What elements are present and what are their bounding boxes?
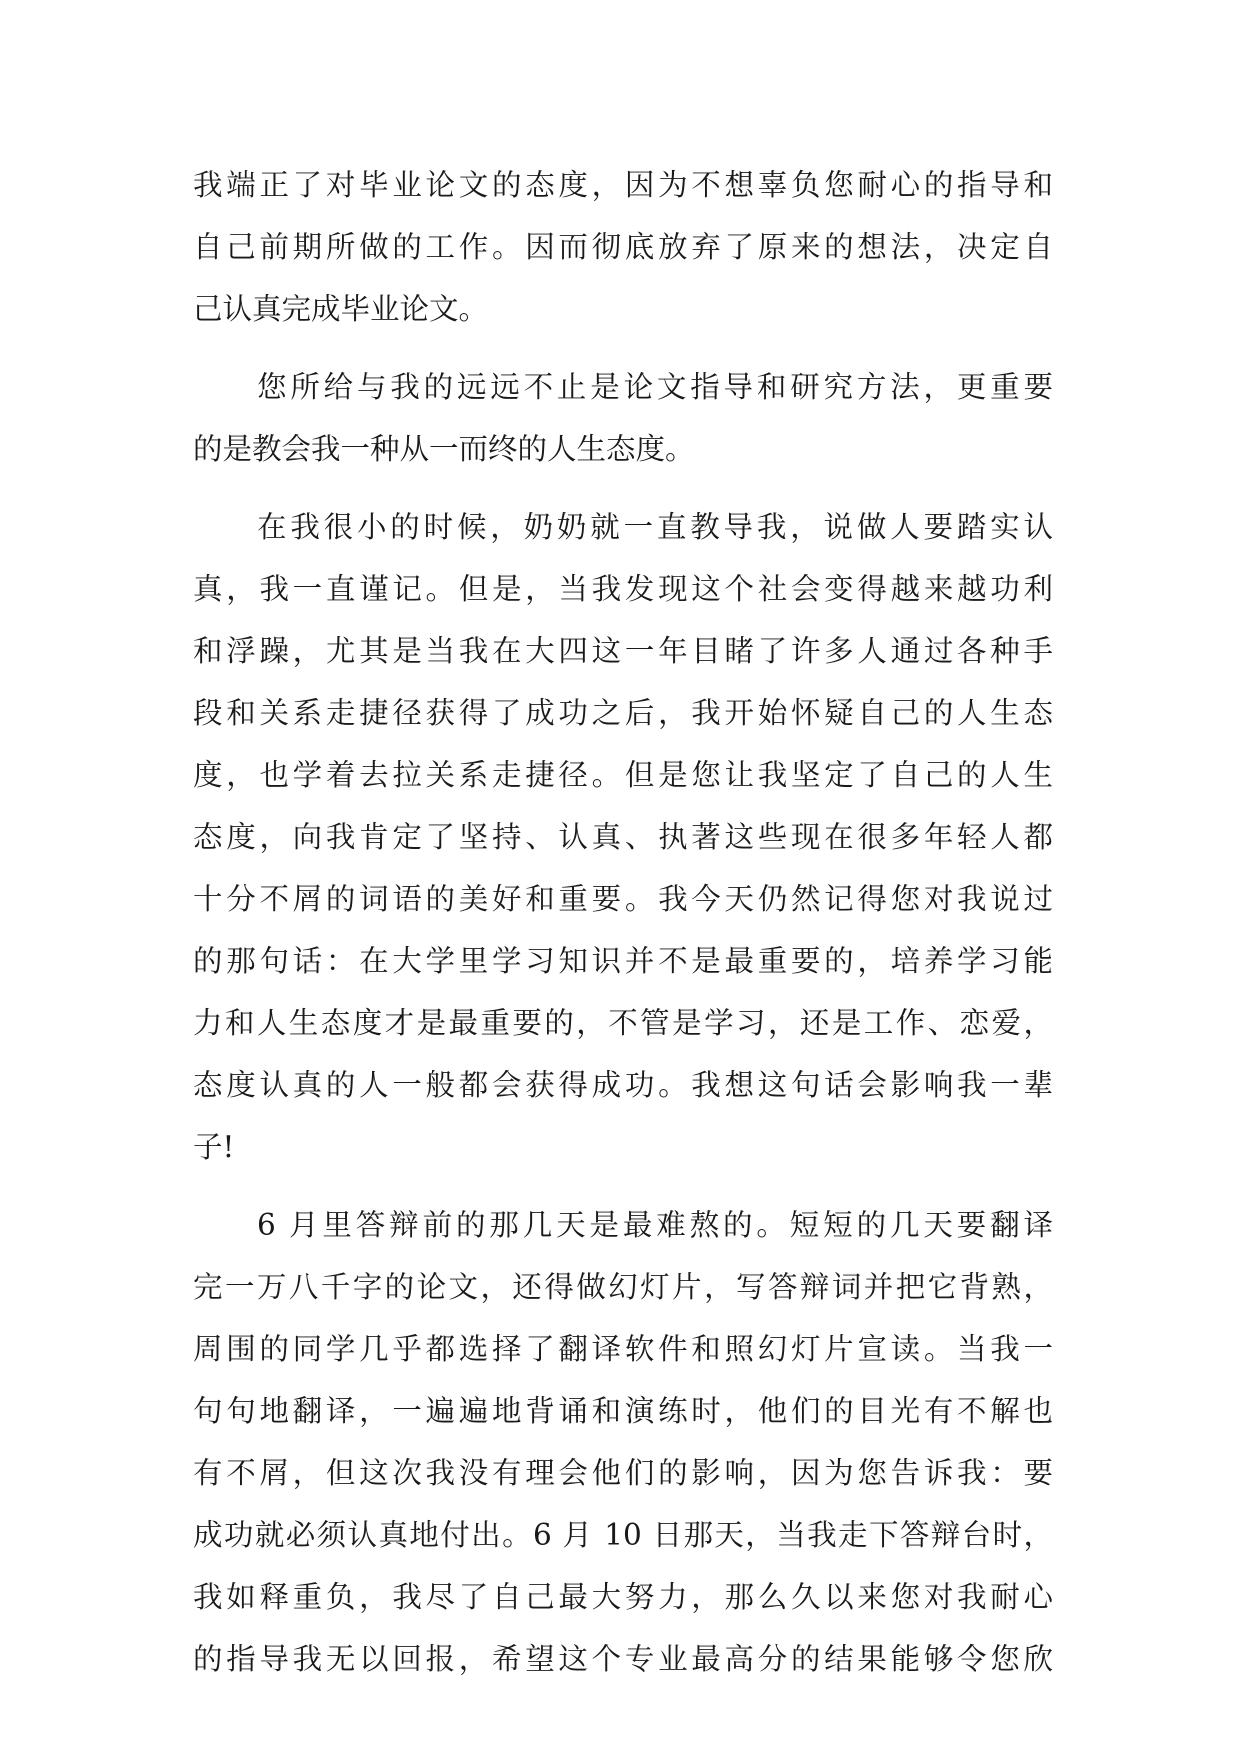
text-line: 完一万八千字的论文，还得做幻灯片，写答辩词并把它背熟， — [193, 1270, 1053, 1304]
text-line: 子! — [193, 1130, 235, 1164]
text-line: 句句地翻译，一遍遍地背诵和演练时，他们的目光有不解也 — [193, 1394, 1053, 1428]
paragraph-1 — [193, 154, 1053, 340]
paragraph-gap — [193, 480, 1053, 496]
text-line: 的是教会我一种从一而终的人生态度。 — [193, 432, 695, 466]
text-line: 和浮躁，尤其是当我在大四这一年目睹了许多人通过各种手 — [193, 634, 1053, 668]
text-line: 在我很小的时候，奶奶就一直教导我，说做人要踏实认 — [257, 510, 1053, 544]
text-line: 有不屑，但这次我没有理会他们的影响，因为您告诉我：要 — [193, 1456, 1053, 1490]
text-line: 6 月里答辩前的那几天是最难熬的。短短的几天要翻译 — [257, 1208, 1053, 1242]
text-line: 力和人生态度才是最重要的，不管是学习，还是工作、恋爱， — [193, 1006, 1053, 1040]
text-line: 成功就必须认真地付出。6 月 10 日那天，当我走下答辩台时， — [193, 1518, 1053, 1552]
text-line: 真，我一直谨记。但是，当我发现这个社会变得越来越功利 — [193, 572, 1053, 606]
paragraph-gap — [193, 1178, 1053, 1194]
text-line: 段和关系走捷径获得了成功之后，我开始怀疑自己的人生态 — [193, 696, 1053, 730]
text-line: 十分不屑的词语的美好和重要。我今天仍然记得您对我说过 — [193, 882, 1053, 916]
text-line: 的指导我无以回报，希望这个专业最高分的结果能够令您欣 — [193, 1642, 1053, 1676]
text-line: 己认真完成毕业论文。 — [193, 292, 489, 326]
text-line: 您所给与我的远远不止是论文指导和研究方法，更重要 — [257, 370, 1053, 404]
text-line: 自己前期所做的工作。因而彻底放弃了原来的想法，决定自 — [193, 230, 1053, 264]
text-line: 的那句话：在大学里学习知识并不是最重要的，培养学习能 — [193, 944, 1053, 978]
paragraph-4 — [193, 1194, 1053, 1690]
text-line: 周围的同学几乎都选择了翻译软件和照幻灯片宣读。当我一 — [193, 1332, 1053, 1366]
text-line: 态度认真的人一般都会获得成功。我想这句话会影响我一辈 — [193, 1068, 1053, 1102]
text-line: 我端正了对毕业论文的态度，因为不想辜负您耐心的指导和 — [193, 168, 1053, 202]
paragraph-gap — [193, 340, 1053, 356]
text-line: 度，也学着去拉关系走捷径。但是您让我坚定了自己的人生 — [193, 758, 1053, 792]
document-body — [193, 154, 1053, 1690]
paragraph-3 — [193, 496, 1053, 1178]
text-line: 我如释重负，我尽了自己最大努力，那么久以来您对我耐心 — [193, 1580, 1053, 1614]
paragraph-2 — [193, 356, 1053, 480]
text-line: 态度，向我肯定了坚持、认真、执著这些现在很多年轻人都 — [193, 820, 1053, 854]
